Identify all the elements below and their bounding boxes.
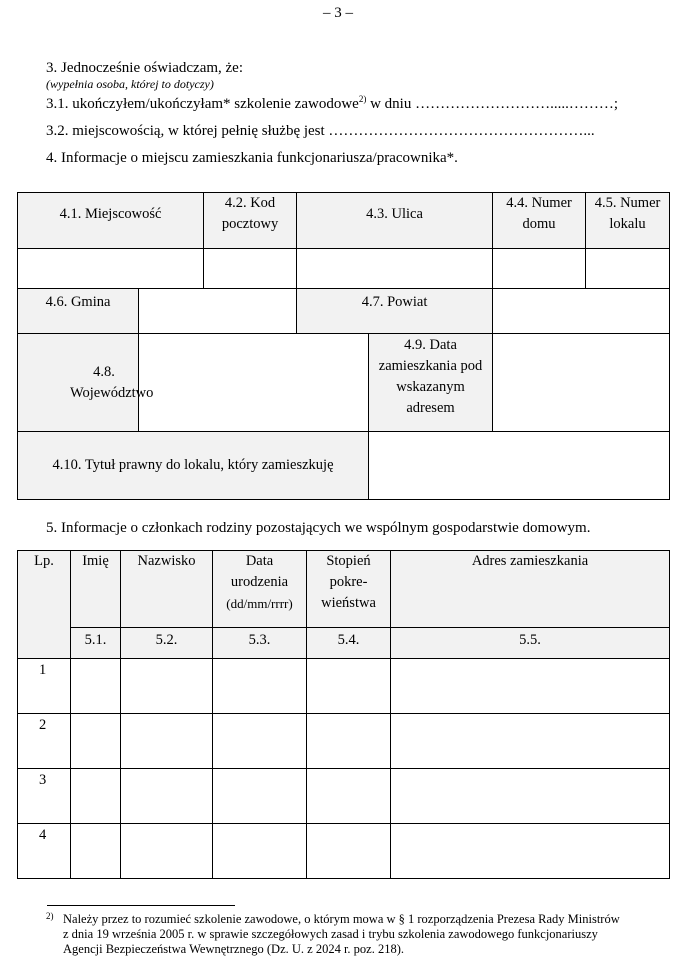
table-row xyxy=(18,769,670,824)
label-numer-domu: 4.4. Numer domu xyxy=(493,193,586,249)
col-stopien-pokrewienstwa: Stopień pokre- wieństwa xyxy=(307,551,391,628)
label-powiat: 4.7. Powiat xyxy=(297,289,493,334)
label-ulica: 4.3. Ulica xyxy=(297,193,493,249)
input-stopien[interactable] xyxy=(307,714,391,769)
label-wojewodztwo: 4.8. Województwo xyxy=(18,334,139,432)
col-adres-zamieszkania: Adres zamieszkania xyxy=(391,551,670,628)
item-3-2: 3.2. miejscowością, w której pełnię służbę jest ……………………………………………... xyxy=(46,123,595,139)
section-3-note: (wypełnia osoba, której to dotyczy) xyxy=(46,77,214,91)
input-data-zamieszkania[interactable] xyxy=(493,334,670,432)
input-kod-pocztowy[interactable] xyxy=(204,249,297,289)
input-nazwisko[interactable] xyxy=(121,824,213,879)
label-numer-lokalu: 4.5. Numer lokalu xyxy=(586,193,670,249)
col-number-5-1: 5.1. xyxy=(71,628,121,659)
footnote-ref: 2) xyxy=(358,94,367,104)
input-data-urodzenia[interactable] xyxy=(213,714,307,769)
input-gmina[interactable] xyxy=(139,289,297,334)
label-gmina: 4.6. Gmina xyxy=(18,289,139,334)
label-tytul-prawny: 4.10. Tytuł prawny do lokalu, który zamieszkuję xyxy=(18,432,369,500)
input-miejscowosc[interactable] xyxy=(18,249,204,289)
input-data-urodzenia[interactable] xyxy=(213,824,307,879)
input-imie[interactable] xyxy=(71,824,121,879)
section-5-heading: 5. Informacje o członkach rodziny pozostających we wspólnym gospodarstwie domowym. xyxy=(46,520,591,536)
footnote-line: Należy przez to rozumieć szkolenie zawodowe, o którym mowa w § 1 rozporządzenia Prezesa Rady Ministrów xyxy=(63,912,620,926)
input-adres[interactable] xyxy=(391,659,670,714)
input-data-urodzenia[interactable] xyxy=(213,769,307,824)
item-3-1-text: 3.1. ukończyłem/ukończyłam* szkolenie zawodowe xyxy=(46,96,359,112)
col-number-5-3: 5.3. xyxy=(213,628,307,659)
section-3-heading: 3. Jednocześnie oświadczam, że: xyxy=(46,60,243,76)
footnote-line: Agencji Bezpieczeństwa Wewnętrznego (Dz. U. z 2024 r. poz. 218). xyxy=(63,942,405,956)
input-imie[interactable] xyxy=(71,659,121,714)
col-number-5-4: 5.4. xyxy=(307,628,391,659)
input-nazwisko[interactable] xyxy=(121,659,213,714)
input-tytul-prawny[interactable] xyxy=(369,432,670,500)
col-lp: Lp. xyxy=(18,551,71,659)
input-numer-lokalu[interactable] xyxy=(586,249,670,289)
input-adres[interactable] xyxy=(391,769,670,824)
label-miejscowosc: 4.1. Miejscowość xyxy=(18,193,204,249)
input-wojewodztwo[interactable] xyxy=(139,334,369,432)
input-stopien[interactable] xyxy=(307,659,391,714)
label-data-zamieszkania: 4.9. Data zamieszkania pod wskazanym adresem xyxy=(369,334,493,432)
input-stopien[interactable] xyxy=(307,769,391,824)
input-ulica[interactable] xyxy=(297,249,493,289)
col-data-urodzenia: Data urodzenia (dd/mm/rrrr) xyxy=(213,551,307,628)
page-number: – 3 – xyxy=(323,5,353,21)
section-4-heading: 4. Informacje o miejscu zamieszkania funkcjonariusza/pracownika*. xyxy=(46,150,458,166)
col-number-5-2: 5.2. xyxy=(121,628,213,659)
table-row xyxy=(18,824,670,879)
input-imie[interactable] xyxy=(71,714,121,769)
residence-table xyxy=(17,192,670,500)
input-data-urodzenia[interactable] xyxy=(213,659,307,714)
input-numer-domu[interactable] xyxy=(493,249,586,289)
input-stopien[interactable] xyxy=(307,824,391,879)
input-powiat[interactable] xyxy=(493,289,670,334)
row-number: 1 xyxy=(18,659,71,714)
input-imie[interactable] xyxy=(71,769,121,824)
footnote-separator xyxy=(47,905,235,906)
row-number: 3 xyxy=(18,769,71,824)
footnote-line: z dnia 19 września 2005 r. w sprawie szczegółowych zasad i trybu szkolenia zawodowego funkcjonariuszy xyxy=(63,927,598,941)
row-number: 2 xyxy=(18,714,71,769)
input-nazwisko[interactable] xyxy=(121,769,213,824)
footnote-marker: 2) xyxy=(46,911,54,921)
footnote-text xyxy=(63,912,653,957)
input-adres[interactable] xyxy=(391,714,670,769)
input-adres[interactable] xyxy=(391,824,670,879)
col-nazwisko: Nazwisko xyxy=(121,551,213,628)
col-imie: Imię xyxy=(71,551,121,628)
input-nazwisko[interactable] xyxy=(121,714,213,769)
row-number: 4 xyxy=(18,824,71,879)
table-row xyxy=(18,659,670,714)
table-row xyxy=(18,714,670,769)
label-kod-pocztowy: 4.2. Kod pocztowy xyxy=(204,193,297,249)
col-number-5-5: 5.5. xyxy=(391,628,670,659)
item-3-1 xyxy=(46,95,618,113)
family-table xyxy=(17,550,670,879)
item-3-1-date-line: w dniu ……………………….....………; xyxy=(366,96,618,112)
